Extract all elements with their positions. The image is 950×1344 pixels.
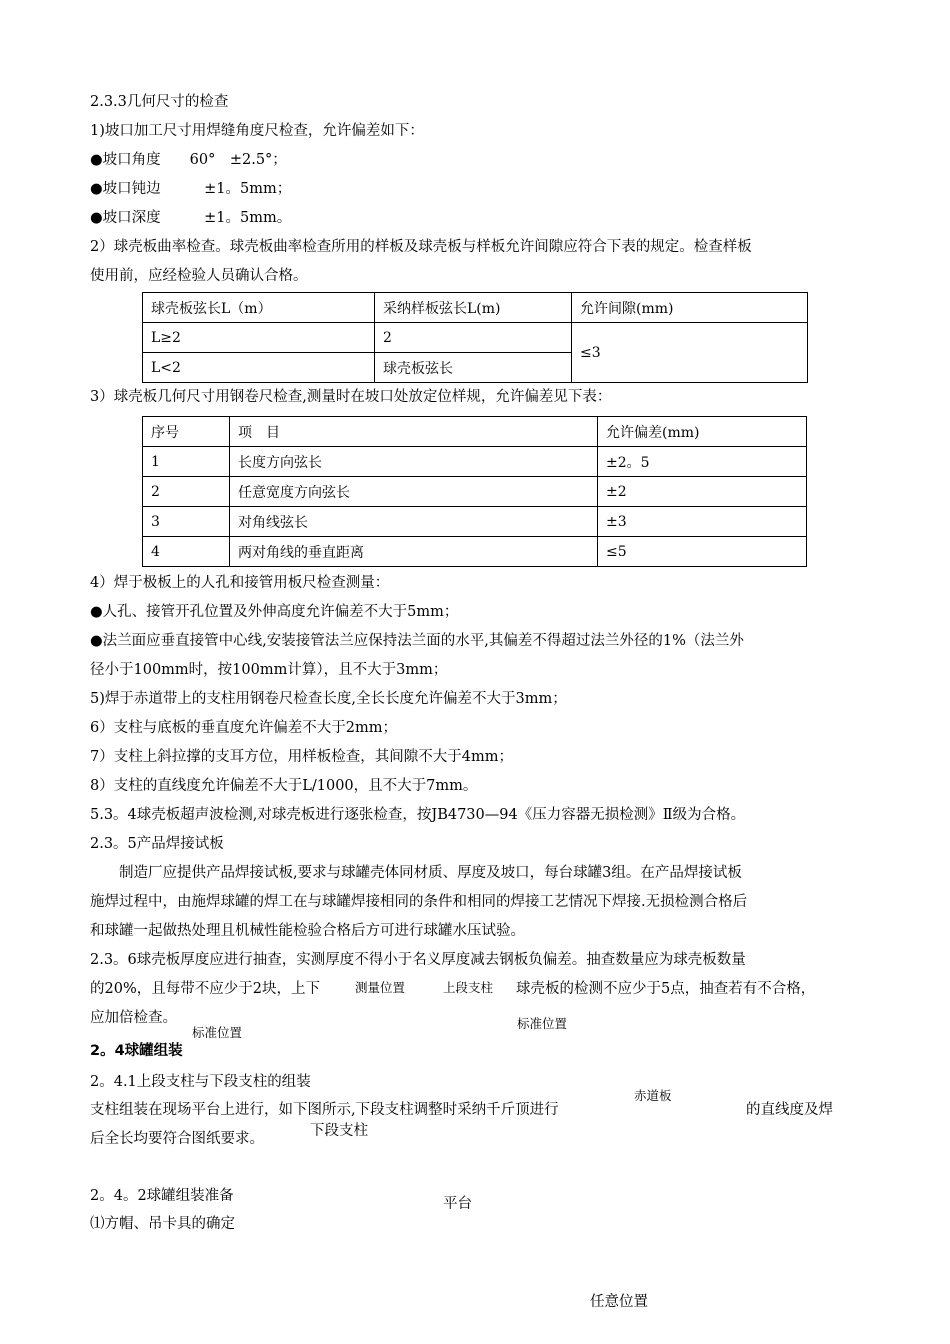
table-cell: 球壳板弦长: [375, 353, 572, 383]
section-heading-2-4: 2。4球罐组装: [90, 1043, 183, 1059]
table-header-cell: 允许间隙(mm): [572, 293, 808, 323]
bullet-item: ●坡口钝边 ±1。5mm；: [90, 181, 292, 197]
paragraph: 2）球壳板曲率检查。球壳板曲率检查所用的样板及球壳板与样板允许间隙应符合下表的规定。检查样板: [90, 239, 752, 255]
table-cell-merged: ≤3: [572, 323, 808, 383]
paragraph: 8）支柱的直线度允许偏差不大于L/1000，且不大于7mm。: [90, 778, 478, 794]
curvature-table: [142, 292, 808, 383]
figure-label-standard-position: 标准位置: [192, 1025, 243, 1040]
bullet-item: ●法兰面应垂直接管中心线,安装接管法兰应保持法兰面的水平,其偏差不得超过法兰外径的1%（法兰外: [90, 633, 744, 649]
section-heading-2-4-2: 2。4。2球罐组装准备: [90, 1188, 234, 1204]
paragraph: ⑴方帽、吊卡具的确定: [90, 1216, 235, 1232]
paragraph-fragment: 的直线度及焊: [746, 1102, 833, 1118]
table-header-row: [143, 417, 807, 447]
section-heading-2-3-3: 2.3.3几何尺寸的检查: [90, 94, 229, 110]
geometry-tolerance-table: [142, 416, 807, 567]
table-cell: 长度方向弦长: [230, 447, 598, 477]
figure-label-any-position: 任意位置: [590, 1294, 648, 1310]
figure-label-platform: 平台: [443, 1196, 472, 1212]
table-cell: L≥2: [143, 323, 375, 353]
paragraph: 3）球壳板几何尺寸用钢卷尺检查,测量时在坡口处放定位样规，允许偏差见下表：: [90, 389, 612, 405]
table-cell: ≤5: [598, 537, 807, 567]
table-cell: 3: [143, 507, 230, 537]
table-cell: 1: [143, 447, 230, 477]
table-cell: ±2: [598, 477, 807, 507]
paragraph: 4）焊于极板上的人孔和接管用板尺检查测量：: [90, 575, 390, 591]
paragraph: 和球罐一起做热处理且机械性能检验合格后方可进行球罐水压试验。: [90, 923, 525, 939]
paragraph: 2.3。6球壳板厚度应进行抽查，实测厚度不得小于名义厚度减去钢板负偏差。抽查数量应为球壳板数量: [90, 952, 746, 968]
table-header-cell: 项 目: [230, 417, 598, 447]
paragraph-fragment: 支柱组装在现场平台上进行，如下图所示,下段支柱调整时采纳千斤顶进行: [90, 1102, 559, 1118]
table-cell: 两对角线的垂直距离: [230, 537, 598, 567]
paragraph: 施焊过程中，由施焊球罐的焊工在与球罐焊接相同的条件和相同的焊接工艺情况下焊接.无损检测合格后: [90, 894, 748, 910]
figure-label-standard-position: 标准位置: [517, 1016, 568, 1031]
paragraph: 5.3。4球壳板超声波检测,对球壳板进行逐张检查，按JB4730—94《压力容器无损检测》Ⅱ级为合格。: [90, 807, 746, 823]
table-cell: 2: [143, 477, 230, 507]
paragraph: 6）支柱与底板的垂直度允许偏差不大于2mm；: [90, 720, 397, 736]
table-cell: 对角线弦长: [230, 507, 598, 537]
table-header-cell: 采纳样板弦长L(m): [375, 293, 572, 323]
paragraph-fragment: 的20%，且每带不应少于2块，上下: [90, 981, 320, 997]
paragraph: 使用前，应经检验人员确认合格。: [90, 268, 308, 284]
bullet-item: ●坡口角度 60° ±2.5°；: [90, 152, 287, 168]
figure-label-upper-column: 上段支柱: [443, 980, 494, 995]
paragraph: 应加倍检查。: [90, 1010, 177, 1026]
table-row: [143, 447, 807, 477]
table-cell: ±3: [598, 507, 807, 537]
figure-label-equator-plate: 赤道板: [634, 1088, 672, 1103]
paragraph: 制造厂应提供产品焊接试板,要求与球罐壳体同材质、厚度及坡口，每台球罐3组。在产品焊接试板: [90, 865, 742, 881]
section-heading-2-4-1: 2。4.1上段支柱与下段支柱的组装: [90, 1074, 311, 1090]
figure-label-measure-position: 测量位置: [355, 980, 406, 995]
table-row: [143, 323, 808, 353]
table-row: [143, 507, 807, 537]
paragraph: 径小于100mm时，按100mm计算），且不大于3mm；: [90, 662, 448, 678]
paragraph: 5)焊于赤道带上的支柱用钢卷尺检查长度,全长长度允许偏差不大于3mm；: [90, 691, 567, 707]
paragraph: 1)坡口加工尺寸用焊缝角度尺检查，允许偏差如下：: [90, 123, 424, 139]
paragraph: 后全长均要符合图纸要求。: [90, 1131, 264, 1147]
table-header-cell: 序号: [143, 417, 230, 447]
table-cell: 2: [375, 323, 572, 353]
figure-label-lower-column: 下段支柱: [310, 1123, 368, 1139]
bullet-item: ●坡口深度 ±1。5mm。: [90, 210, 292, 226]
table-cell: 4: [143, 537, 230, 567]
table-row: [143, 537, 807, 567]
paragraph: 7）支柱上斜拉撑的支耳方位，用样板检查，其间隙不大于4mm；: [90, 749, 513, 765]
section-heading-2-3-5: 2.3。5产品焊接试板: [90, 836, 224, 852]
paragraph-fragment: 球壳板的检测不应少于5点，抽查若有不合格，: [516, 981, 816, 997]
table-header-cell: 球壳板弦长L（m）: [143, 293, 375, 323]
table-header-cell: 允许偏差(mm): [598, 417, 807, 447]
table-cell: ±2。5: [598, 447, 807, 477]
table-cell: 任意宽度方向弦长: [230, 477, 598, 507]
table-row: [143, 477, 807, 507]
table-header-row: [143, 293, 808, 323]
table-cell: L<2: [143, 353, 375, 383]
bullet-item: ●人孔、接管开孔位置及外伸高度允许偏差不大于5mm；: [90, 604, 459, 620]
